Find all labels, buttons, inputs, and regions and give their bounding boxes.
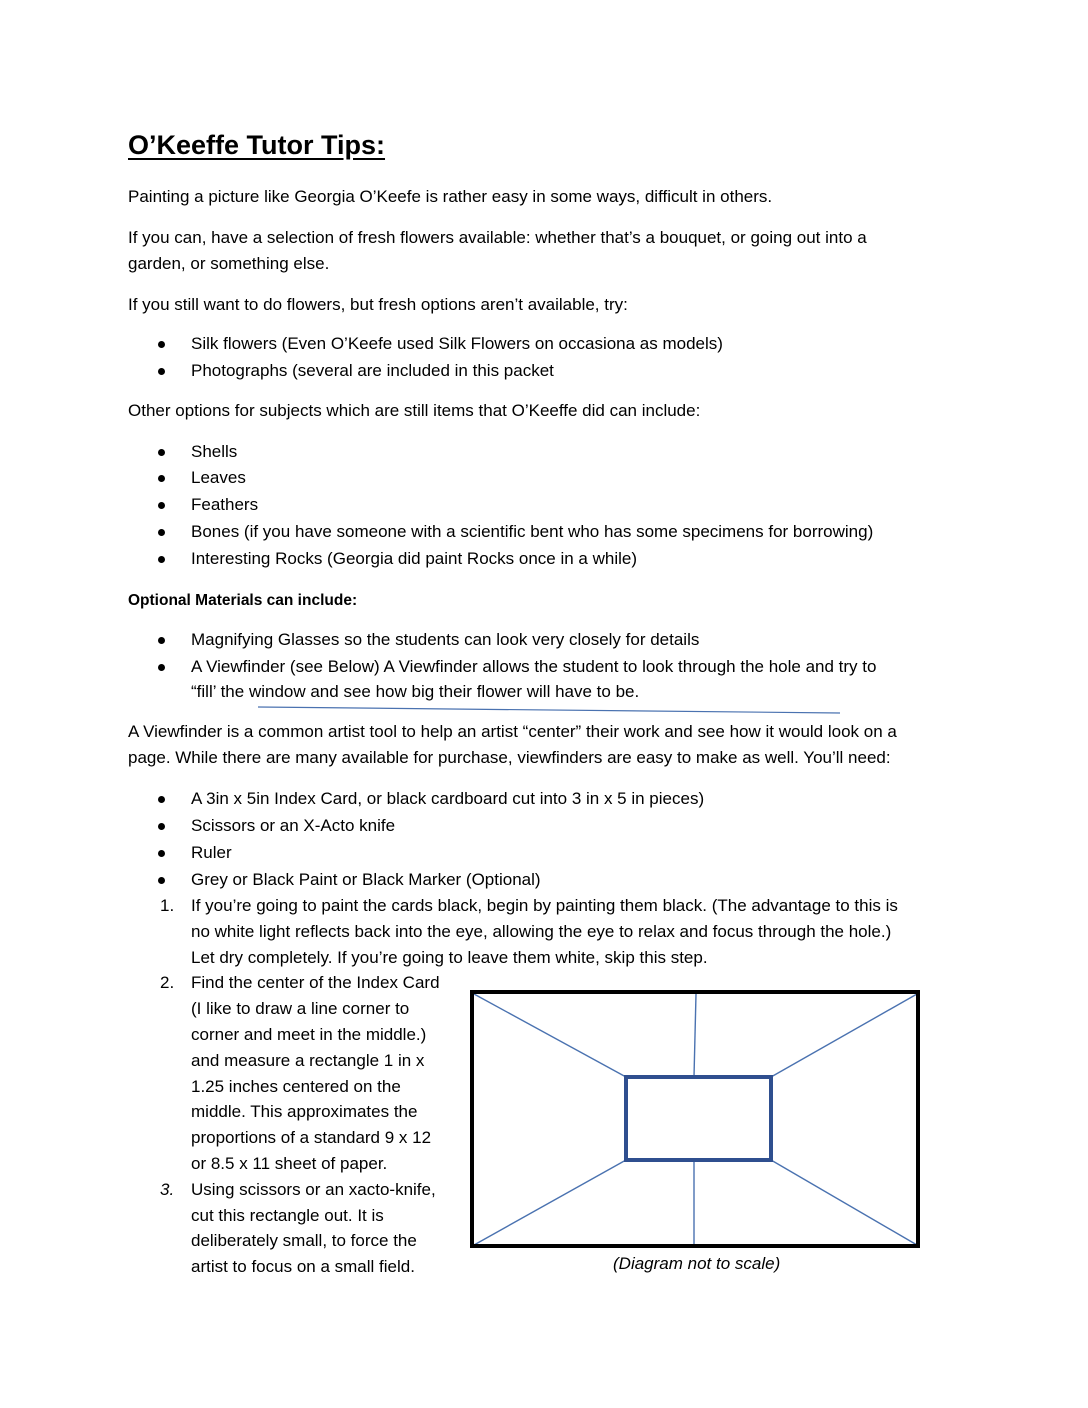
bullet-icon <box>158 502 165 509</box>
bullet-icon <box>158 850 165 857</box>
diagram-caption: (Diagram not to scale) <box>613 1254 781 1273</box>
step-number: 2. <box>160 973 175 992</box>
bullet-icon <box>158 529 165 536</box>
list-item: Ruler <box>191 843 232 862</box>
list-item: Magnifying Glasses so the students can look very closely for details <box>191 630 700 649</box>
optional-materials-heading: Optional Materials can include: <box>128 592 358 609</box>
list-item: Shells <box>191 442 238 461</box>
step-number: 1. <box>160 896 175 915</box>
step-1-line: no white light reflects back into the eye, allowing the eye to relax and focus through the hole.) <box>191 922 892 941</box>
bullet-icon <box>158 556 165 563</box>
diagonal-line <box>771 994 917 1077</box>
no-fresh-intro: If you still want to do flowers, but fresh options aren’t available, try: <box>128 295 628 314</box>
bullet-icon <box>158 823 165 830</box>
step-1-line: Let dry completely. If you’re going to leave them white, skip this step. <box>191 948 708 967</box>
other-options-intro: Other options for subjects which are still items that O’Keeffe did can include: <box>128 401 701 420</box>
bullet-icon <box>158 637 165 644</box>
bullet-icon <box>158 368 165 375</box>
center-line <box>694 994 696 1077</box>
step-3-line: cut this rectangle out. It is <box>191 1206 384 1225</box>
step-number: 3. <box>160 1180 175 1199</box>
step-3-line: deliberately small, to force the <box>191 1231 417 1250</box>
list-item: Leaves <box>191 468 246 487</box>
bullet-icon <box>158 877 165 884</box>
divider-line <box>0 700 1088 720</box>
step-3-line: artist to focus on a small field. <box>191 1257 415 1276</box>
list-item: Interesting Rocks (Georgia did paint Rocks once in a while) <box>191 549 637 568</box>
diagonal-line <box>474 994 626 1077</box>
step-1-line: If you’re going to paint the cards black, begin by painting them black. (The advantage to this is <box>191 896 898 915</box>
step-2-line: corner and meet in the middle.) <box>191 1025 427 1044</box>
step-2-line: Find the center of the Index Card <box>191 973 440 992</box>
list-item: Photographs (several are included in this packet <box>191 361 554 380</box>
step-2-line: and measure a rectangle 1 in x <box>191 1051 425 1070</box>
viewfinder-diagram <box>470 990 922 1250</box>
list-item: Bones (if you have someone with a scientific bent who has some specimens for borrowing) <box>191 522 874 541</box>
list-item-continuation: “fill’ the window and see how big their flower will have to be. <box>191 682 640 701</box>
intro-text: Painting a picture like Georgia O’Keefe is rather easy in some ways, difficult in others. <box>128 187 773 206</box>
list-item: Feathers <box>191 495 259 514</box>
step-2-line: or 8.5 x 11 sheet of paper. <box>191 1154 388 1173</box>
viewfinder-para-line-1: A Viewfinder is a common artist tool to help an artist “center” their work and see how it would look on a <box>128 722 897 741</box>
list-item: A Viewfinder (see Below) A Viewfinder allows the student to look through the hole and try to <box>191 657 877 676</box>
diagonal-line <box>771 1160 917 1245</box>
bullet-icon <box>158 796 165 803</box>
list-item: Grey or Black Paint or Black Marker (Optional) <box>191 870 541 889</box>
step-3-line: Using scissors or an xacto-knife, <box>191 1180 436 1199</box>
fresh-flowers-line-1: If you can, have a selection of fresh flowers available: whether that’s a bouquet, or going out into a <box>128 228 867 247</box>
bullet-icon <box>158 341 165 348</box>
bullet-icon <box>158 475 165 482</box>
step-2-line: (I like to draw a line corner to <box>191 999 410 1018</box>
list-item: Silk flowers (Even O’Keefe used Silk Flowers on occasiona as models) <box>191 334 723 353</box>
step-2-line: 1.25 inches centered on the <box>191 1077 401 1096</box>
cutout-rectangle <box>626 1077 771 1160</box>
page-title: O’Keeffe Tutor Tips: <box>128 130 386 160</box>
step-2-line: proportions of a standard 9 x 12 <box>191 1128 432 1147</box>
fresh-flowers-line-2: garden, or something else. <box>128 254 330 273</box>
bullet-icon <box>158 449 165 456</box>
list-item: Scissors or an X-Acto knife <box>191 816 396 835</box>
step-2-line: middle. This approximates the <box>191 1102 418 1121</box>
viewfinder-para-line-2: page. While there are many available for purchase, viewfinders are easy to make as well. You’ll need: <box>128 748 891 767</box>
bullet-icon <box>158 664 165 671</box>
diagonal-line <box>474 1160 626 1245</box>
list-item: A 3in x 5in Index Card, or black cardboard cut into 3 in x 5 in pieces) <box>191 789 705 808</box>
